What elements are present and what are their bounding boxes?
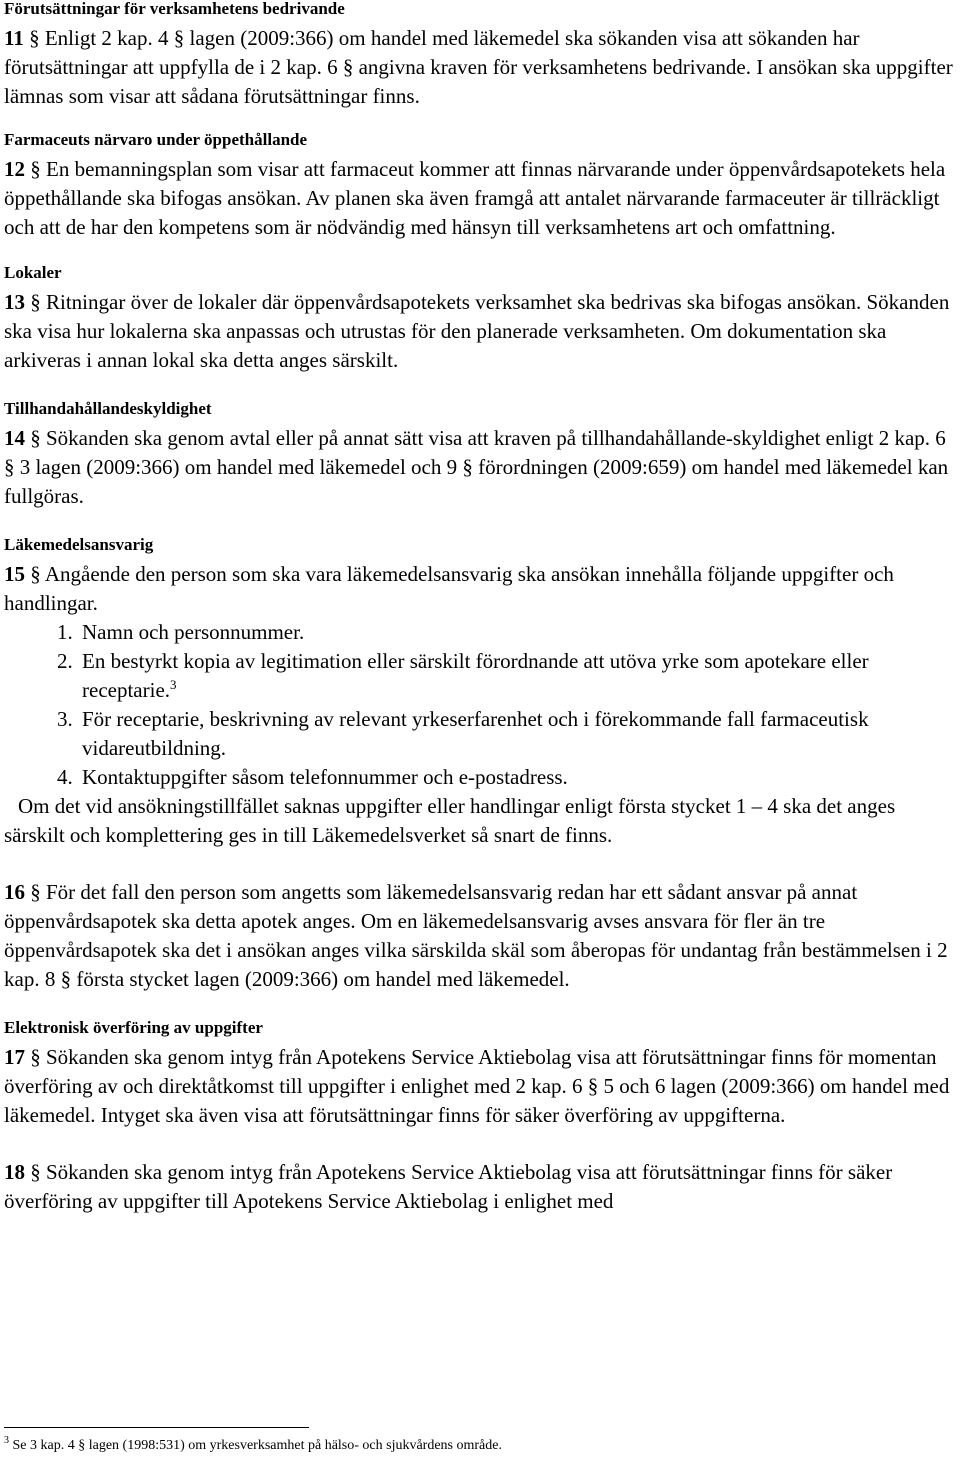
- paragraph-sign-icon: §: [30, 880, 41, 904]
- paragraph-12: [4, 155, 956, 242]
- list-item: 4. Kontaktuppgifter såsom telefonnummer och e-postadress.: [78, 763, 956, 792]
- paragraph-16: [4, 878, 956, 994]
- heading-forutsattningar: Förutsättningar för verksamhetens bedrivande: [4, 0, 345, 18]
- footnote-number: 3: [4, 1435, 9, 1446]
- paragraph-13: [4, 288, 956, 375]
- heading-tillhandahallandeskyldighet: Tillhandahållandeskyldighet: [4, 399, 212, 418]
- paragraph-15: [4, 560, 956, 618]
- paragraph-number-14: 14: [4, 426, 25, 450]
- paragraph-text-13: Ritningar över de lokaler där öppenvårdsapotekets verksamhet ska bedrivas ska bifogas ansökan. Sökanden ska visa hur lokalerna ska anpassas och utrustas för den planerade verksamheten. Om dokumentation ska arkiveras i annan lokal ska detta anges särskilt.: [4, 290, 950, 372]
- document-page: [4, 0, 956, 1216]
- paragraph-number-12: 12: [4, 157, 25, 181]
- requirements-list: [4, 618, 956, 792]
- paragraph-sign-icon: §: [30, 562, 41, 586]
- list-item: 3. För receptarie, beskrivning av relevant yrkeserfarenhet och i förekommande fall farmaceutisk vidareutbildning.: [78, 705, 956, 763]
- paragraph-number-15: 15: [4, 562, 25, 586]
- heading-farmaceuts-narvaro: Farmaceuts närvaro under öppethållande: [4, 130, 308, 149]
- paragraph-number-17: 17: [4, 1045, 25, 1069]
- paragraph-sign-icon: §: [30, 157, 41, 181]
- paragraph-text-15: Angående den person som ska vara läkemedelsansvarig ska ansökan innehålla följande uppgifter och handlingar.: [4, 562, 894, 615]
- paragraph-sign-icon: §: [30, 1045, 41, 1069]
- paragraph-sign-icon: §: [30, 1160, 41, 1184]
- footnote-reference[interactable]: 3: [170, 677, 177, 692]
- heading-lakemedelsansvarig: Läkemedelsansvarig: [4, 535, 154, 554]
- paragraph-text-14: Sökanden ska genom avtal eller på annat sätt visa att kraven på tillhandahållande-skyldighet enligt 2 kap. 6 § 3 lagen (2009:366) om handel med läkemedel och 9 § förordningen (2009:659) om handel med läkemedel kan fullgöras.: [4, 426, 949, 508]
- paragraph-number-16: 16: [4, 880, 25, 904]
- footnote-text: Se 3 kap. 4 § lagen (1998:531) om yrkesverksamhet på hälso- och sjukvårdens område.: [12, 1438, 502, 1453]
- paragraph-sign-icon: §: [29, 26, 40, 50]
- heading-elektronisk-overforing: Elektronisk överföring av uppgifter: [4, 1018, 263, 1037]
- heading-lokaler: Lokaler: [4, 263, 62, 282]
- paragraph-15-continuation: Om det vid ansökningstillfället saknas uppgifter eller handlingar enligt första stycket 1 – 4 ska det anges särskilt och komplettering ges in till Läkemedelsverket så snart de finns.: [4, 794, 896, 847]
- paragraph-sign-icon: §: [30, 426, 41, 450]
- paragraph-sign-icon: §: [30, 290, 41, 314]
- footnote: [4, 1437, 502, 1455]
- paragraph-number-13: 13: [4, 290, 25, 314]
- paragraph-text-12: En bemanningsplan som visar att farmaceut kommer att finnas närvarande under öppenvårdsapotekets hela öppethållande ska bifogas ansökan. Av planen ska även framgå att antalet närvarande farmaceuter är tillräckligt och att de har den kompetens som är nödvändig med hänsyn till verksamhetens art och omfattning.: [4, 157, 946, 239]
- paragraph-text-18: Sökanden ska genom intyg från Apotekens Service Aktiebolag visa att förutsättningar finns för säker överföring av uppgifter till Apotekens Service Aktiebolag i enlighet med: [4, 1160, 893, 1213]
- list-item: 2. En bestyrkt kopia av legitimation eller särskilt förordnande att utöva yrke som apotekare eller receptarie.$^3$: [78, 647, 956, 705]
- paragraph-number-11: 11: [4, 26, 24, 50]
- paragraph-17: [4, 1043, 956, 1130]
- paragraph-text-11: Enligt 2 kap. 4 § lagen (2009:366) om handel med läkemedel ska sökanden visa att sökanden har förutsättningar att uppfylla de i 2 kap. 6 § angivna kraven för verksamhetens bedrivande. I ansökan ska uppgifter lämnas som visar att sådana förutsättningar finns.: [4, 26, 953, 108]
- paragraph-18: [4, 1158, 956, 1216]
- paragraph-text-17: Sökanden ska genom intyg från Apotekens Service Aktiebolag visa att förutsättningar finns för momentan överföring av och direktåtkomst till uppgifter i enlighet med 2 kap. 6 § 5 och 6 lagen (2009:366) om handel med läkemedel. Intyget ska även visa att förutsättningar finns för säker överföring av uppgifterna.: [4, 1045, 950, 1127]
- paragraph-text-16: För det fall den person som angetts som läkemedelsansvarig redan har ett sådant ansvar på annat öppenvårdsapotek ska detta apotek anges. Om en läkemedelsansvarig avses ansvara för fler än tre öppenvårdsapotek ska det i ansökan anges vilka särskilda skäl som åberopas för undantag från bestämmelsen i 2 kap. 8 § första stycket lagen (2009:366) om handel med läkemedel.: [4, 880, 948, 991]
- paragraph-11: [4, 24, 956, 111]
- paragraph-14: [4, 424, 956, 511]
- footnote-divider: [4, 1427, 309, 1428]
- list-item: 1. Namn och personnummer.: [78, 618, 956, 647]
- paragraph-number-18: 18: [4, 1160, 25, 1184]
